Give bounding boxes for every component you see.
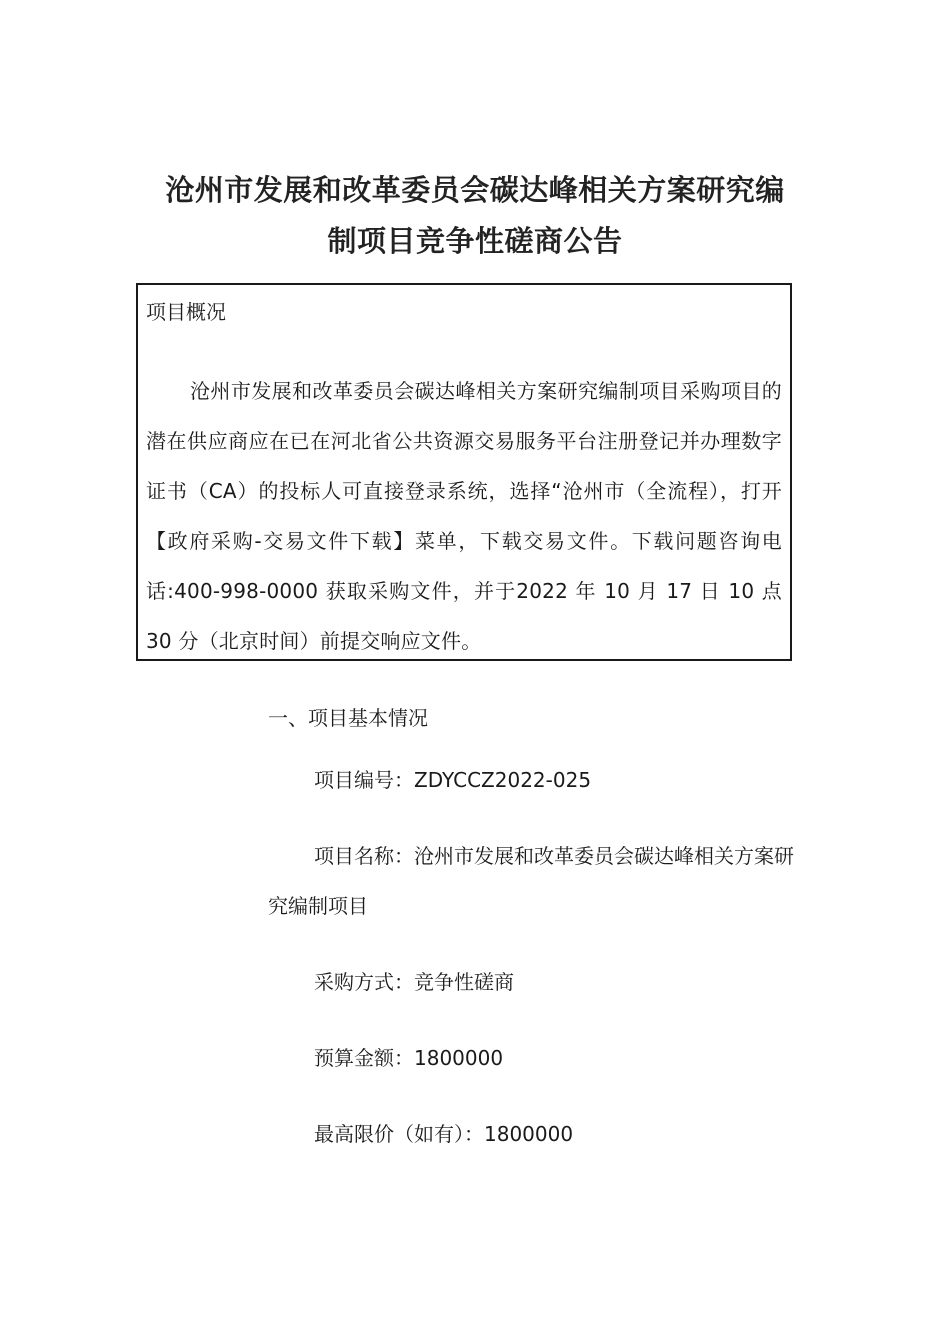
project-overview-box	[136, 283, 792, 661]
section-heading-basic-info: 一、项目基本情况	[268, 706, 428, 730]
title-line-2: 制项目竞争性磋商公告	[327, 224, 623, 258]
page-title	[140, 165, 810, 267]
project-name: 项目名称：沧州市发展和改革委员会碳达峰相关方案研究编制项目	[268, 844, 794, 918]
procurement-method: 采购方式：竞争性磋商	[314, 970, 514, 994]
budget-amount: 预算金额：1800000	[314, 1046, 504, 1070]
title-line-1: 沧州市发展和改革委员会碳达峰相关方案研究编	[165, 173, 785, 207]
project-number: 项目编号：ZDYCCZ2022-025	[314, 768, 592, 792]
max-price: 最高限价（如有）：1800000	[314, 1122, 574, 1146]
overview-text: 沧州市发展和改革委员会碳达峰相关方案研究编制项目采购项目的潜在供应商应在已在河北省公共资源交易服务平台注册登记并办理数字证书（CA）的投标人可直接登录系统，选择“沧州市（全流程），打开【政府采购-交易文件下载】菜单，下载交易文件。下载问题咨询电话:400-998-0000 获取采购文件，并于2022 年 10 月 17 日 10 点 30 分（北京时间）前提交响应文件。	[146, 379, 782, 653]
overview-heading: 项目概况	[146, 300, 226, 324]
